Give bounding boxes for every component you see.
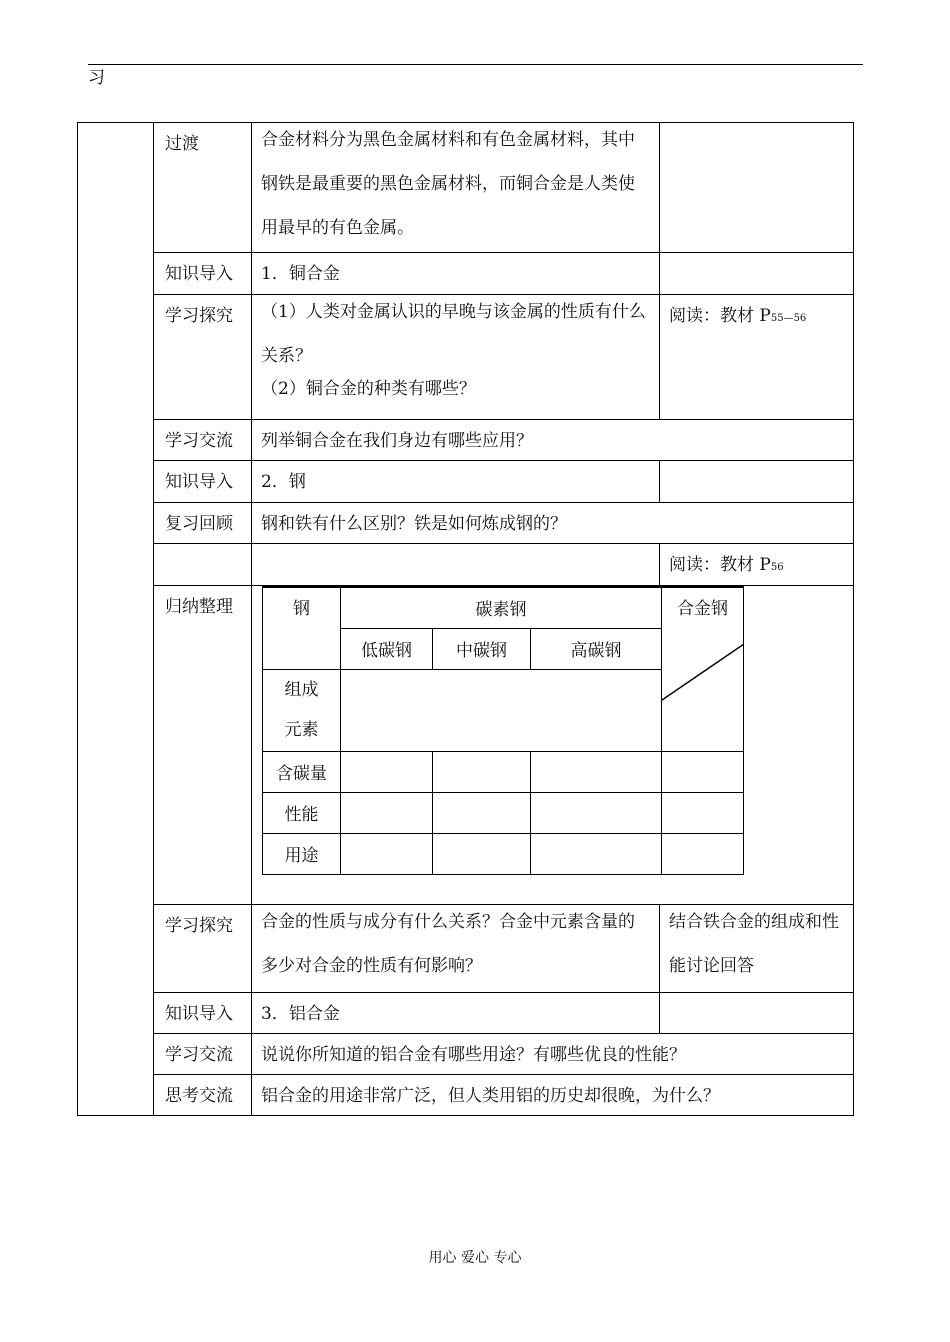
cell	[662, 751, 744, 792]
row-text: 合金的性质与成分有什么关系？合金中元素含量的多少对合金的性质有何影响？	[261, 912, 635, 976]
row-label: 学习探究	[154, 295, 252, 420]
row-label-properties: 性能	[263, 792, 341, 833]
row-label-composition: 组成 元素	[263, 669, 341, 751]
row-note	[660, 461, 854, 503]
row-label: 学习交流	[154, 1034, 252, 1075]
row-label-uses: 用途	[263, 833, 341, 874]
row-label: 思考交流	[154, 1075, 252, 1116]
subtype-mid: 中碳钢	[433, 628, 531, 669]
cell	[341, 751, 433, 792]
row-content	[252, 544, 660, 586]
steel-table	[262, 586, 744, 875]
cell	[531, 792, 662, 833]
cell	[662, 833, 744, 874]
row-content: 钢和铁有什么区别？铁是如何炼成钢的？	[252, 503, 854, 544]
row-content	[252, 905, 660, 993]
cell	[341, 833, 433, 874]
diagonal-line	[662, 644, 744, 704]
cell	[531, 833, 662, 874]
subtype-low: 低碳钢	[341, 628, 433, 669]
row-note	[660, 544, 854, 586]
row-label: 知识导入	[154, 993, 252, 1034]
header-rule	[88, 64, 863, 65]
row-label: 过渡	[154, 123, 252, 253]
row-content: 3．铝合金	[252, 993, 660, 1034]
note-text: 阅读：教材 P	[669, 306, 771, 326]
row-label: 学习探究	[154, 905, 252, 993]
row-label: 知识导入	[154, 461, 252, 503]
row-note	[660, 295, 854, 420]
row-label	[154, 544, 252, 586]
row-label: 归纳整理	[154, 586, 252, 905]
row-label: 复习回顾	[154, 503, 252, 544]
row-content: 列举铜合金在我们身边有哪些应用？	[252, 420, 854, 461]
row-content: 说说你所知道的铝合金有哪些用途？有哪些优良的性能？	[252, 1034, 854, 1075]
lesson-table	[77, 68, 854, 1116]
note-subscript: 55—56	[770, 313, 807, 324]
steel-corner: 钢	[263, 587, 341, 669]
cell	[662, 792, 744, 833]
note-subscript: 56	[770, 562, 784, 573]
cell	[341, 792, 433, 833]
note-text: 阅读：教材 P	[669, 555, 771, 575]
row-label-carbon: 含碳量	[263, 751, 341, 792]
page-footer: 用心 爱心 专心	[428, 1250, 522, 1266]
cell	[433, 792, 531, 833]
row-note	[660, 905, 854, 993]
row-content	[252, 123, 660, 253]
row-text: （2）铜合金的种类有哪些？	[261, 379, 476, 399]
row-note	[660, 123, 854, 253]
alloy-steel-label: 合金钢	[677, 599, 728, 619]
row-note	[660, 993, 854, 1034]
cell	[433, 833, 531, 874]
cell	[433, 751, 531, 792]
row-note	[660, 253, 854, 295]
section-label: 习	[88, 68, 105, 88]
composition-cell	[341, 669, 662, 751]
row-content: 1．铜合金	[252, 253, 660, 295]
carbon-steel-header: 碳素钢	[341, 587, 662, 628]
alloy-steel-header	[662, 587, 744, 751]
row-text: （1）人类对金属认识的早晚与该金属的性质有什么关系？	[261, 302, 646, 366]
row-content	[252, 295, 660, 420]
subtype-high: 高碳钢	[531, 628, 662, 669]
summary-cell	[252, 586, 854, 905]
note-text: 结合铁合金的组成和性能讨论回答	[669, 912, 839, 976]
row-content: 铝合金的用途非常广泛，但人类用铝的历史却很晚，为什么？	[252, 1075, 854, 1116]
cell	[531, 751, 662, 792]
row-label: 学习交流	[154, 420, 252, 461]
section-cell	[78, 68, 154, 1116]
row-content: 2．钢	[252, 461, 660, 503]
row-text: 合金材料分为黑色金属材料和有色金属材料，其中钢铁是最重要的黑色金属材料，而铜合金是人类使用最早的有色金属。	[261, 130, 635, 238]
row-label: 知识导入	[154, 253, 252, 295]
